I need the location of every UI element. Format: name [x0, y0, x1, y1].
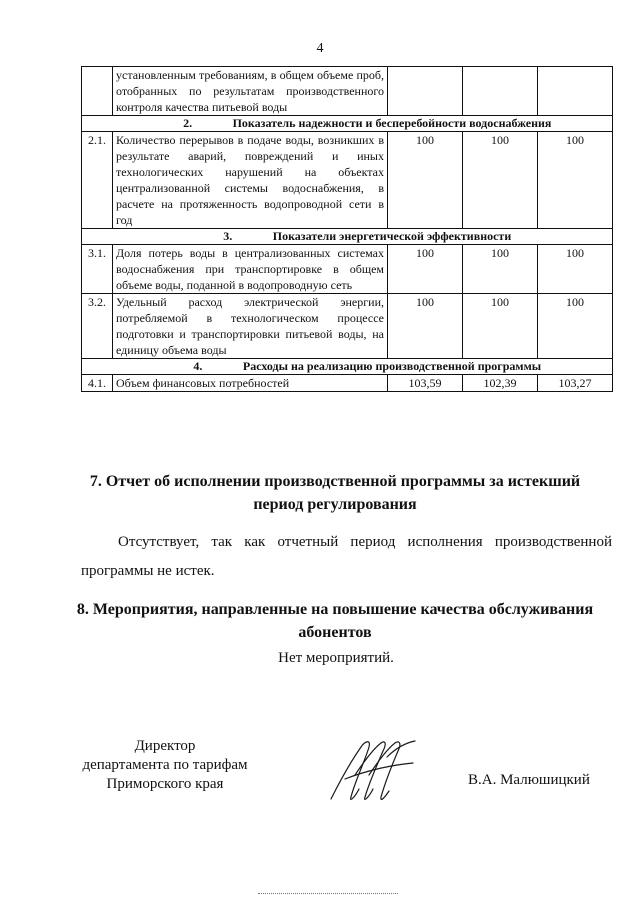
section-header-row [82, 229, 613, 245]
section-title: Показатель надежности и бесперебойности водоснабжения [232, 116, 552, 130]
section-header-row [82, 116, 613, 132]
handwritten-signature [325, 735, 420, 807]
table-row [82, 294, 613, 359]
table-row [82, 132, 613, 229]
row-description: Удельный расход электрической энергии, потребляемой в технологическом процессе подготовки и транспортировки питьевой воды, на единицу объема воды [113, 294, 388, 359]
value-cell [538, 67, 613, 116]
table-row [82, 245, 613, 294]
page-number: 4 [316, 41, 324, 56]
value-cell: 103,59 [388, 375, 463, 392]
section-number: 4. [193, 359, 203, 373]
value-cell: 100 [388, 245, 463, 294]
value-cell: 100 [538, 245, 613, 294]
value-cell: 103,27 [538, 375, 613, 392]
section8-heading: 8. Мероприятия, направленные на повышение качества обслуживания абонентов [76, 601, 594, 641]
signer-name: В.А. Малюшицкий [468, 772, 590, 788]
section-header-row [82, 359, 613, 375]
section-number: 2. [183, 116, 193, 130]
value-cell: 100 [463, 294, 538, 359]
value-cell [463, 67, 538, 116]
section-title: Показатели энергетической эффективности [272, 229, 512, 243]
row-description: Количество перерывов в подаче воды, возникших в результате аварий, повреждений и иных технологических нарушений на объектах централизованной системы водоснабжения, в расчете на протяженность водопроводной сети в год [113, 132, 388, 229]
row-number: 4.1. [82, 375, 113, 392]
row-number: 2.1. [82, 132, 113, 229]
indicators-table [81, 66, 613, 392]
row-number [82, 67, 113, 116]
row-number: 3.2. [82, 294, 113, 359]
section8-text: Нет мероприятий. [278, 650, 394, 666]
table-row [82, 375, 613, 392]
value-cell: 100 [538, 132, 613, 229]
table-row [82, 67, 613, 116]
row-description: Доля потерь воды в централизованных системах водоснабжения при транспортировке в общем объеме воды, поданной в водопроводную сеть [113, 245, 388, 294]
value-cell: 100 [463, 245, 538, 294]
section-title: Расходы на реализацию производственной программы [242, 359, 542, 373]
section-number: 3. [223, 229, 233, 243]
signatory-title-line: Директор [134, 738, 196, 754]
footer-divider [258, 893, 398, 894]
signatory-title [80, 737, 250, 794]
signatory-title-line: Приморского края [106, 776, 224, 792]
value-cell [388, 67, 463, 116]
row-number: 3.1. [82, 245, 113, 294]
row-description: установленным требованиям, в общем объеме проб, отобранных по результатам производственного контроля качества питьевой воды [113, 67, 388, 116]
value-cell: 100 [388, 132, 463, 229]
section7-heading: 7. Отчет об исполнении производственной программы за истекший период регулирования [89, 473, 581, 513]
signatory-title-line: департамента по тарифам [82, 757, 248, 773]
value-cell: 100 [463, 132, 538, 229]
value-cell: 100 [388, 294, 463, 359]
value-cell: 102,39 [463, 375, 538, 392]
row-description: Объем финансовых потребностей [113, 375, 388, 392]
value-cell: 100 [538, 294, 613, 359]
section7-text: Отсутствует, так как отчетный период исполнения производственной программы не истек. [81, 534, 612, 579]
